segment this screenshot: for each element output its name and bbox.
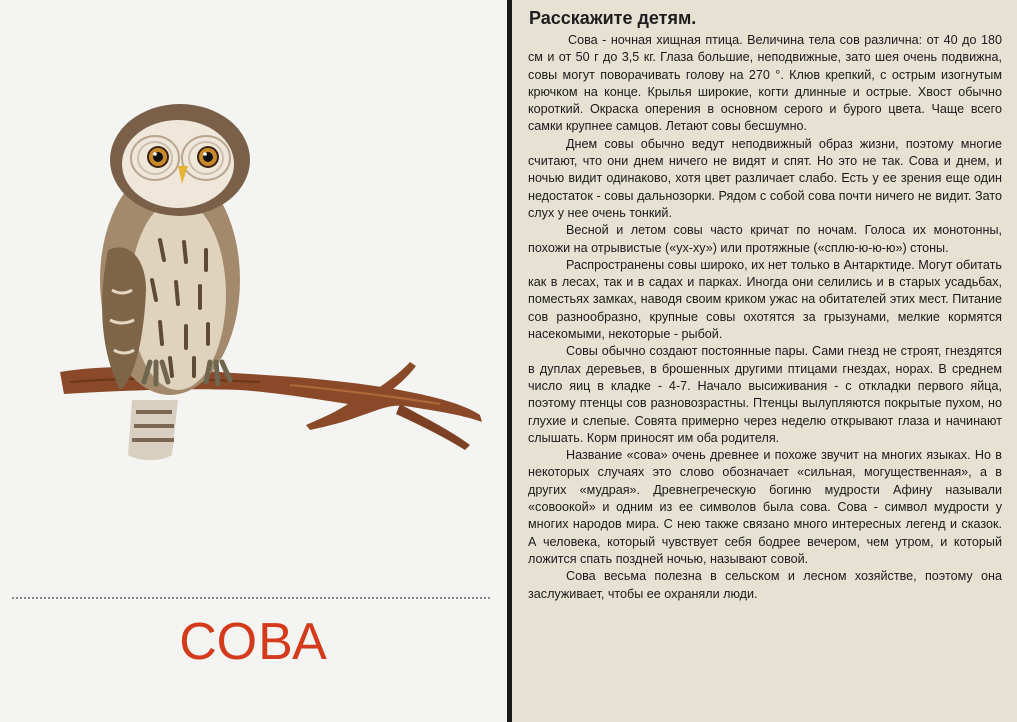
dotted-divider [12,597,490,599]
paragraph: Весной и летом совы часто кричат по ночам. Голоса их монотонны, похожи на отрывистые («ух-ху») или протяжные («сплю-ю-ю-ю») стоны. [528,223,1002,255]
paragraph: Сова весьма полезна в сельском и лесном хозяйстве, поэтому она заслуживает, чтобы ее охраняли люди. [528,569,1002,601]
story-heading: Расскажите детям. [529,8,697,28]
owl-illustration [60,100,500,480]
card-title: СОВА [179,613,328,671]
owl-on-branch-icon [60,100,500,480]
right-card [512,0,1017,722]
paragraph: Распространены совы широко, их нет только в Антарктиде. Могут обитать как в лесах, так и в садах и парках. Иногда они селились и в старых усадьбах, поместьях замках, наводя своим криком ужас на обитателей этих мест. Питание сов разнообразно, крупные совы охотятся за грызунами, мелкие кормятся насекомыми, некоторые - рыбой. [528,257,1002,342]
paragraph: Совы обычно создают постоянные пары. Сами гнезд не строят, гнездятся в дуплах деревьев, в брошенных другими птицами гнездах, норах. В среднем число яиц в кладке - 4-7. Начало высиживания - с откладки первого яйца, поэтому птенцы сов разновозрастны. Птенцы вылупляются покрытые пухом, но глухие и слепые. Совята примерно через неделю открывают глаза и начинают слышать. Корм приносят им оба родителя. [528,344,1002,445]
paragraph: Название «сова» очень древнее и похоже звучит на многих языках. Но в некоторых случаях это слово обозначает «сильная, могущественная», а в других «мудрая». Древнегреческую богиню мудрости Афину называли «совоокой» и одним из ее символов была сова. Сова - символ мудрости у многих народов мира. С нею также связано много интересных легенд и сказок. А человека, который чувствует себя бодрее вечером, чем утром, и который ложится спать поздней ночью, называют совой. [528,448,1002,566]
left-card [0,0,507,722]
paragraph: Днем совы обычно ведут неподвижный образ жизни, поэтому многие считают, что они днем ничего не видят и спят. Но это не так. Сова и днем, и ночью видит одинаково, хотя цвет различает слабо. Есть у ее зрения еще один недостаток - совы дальнозорки. Рядом с собой сова почти ничего не видит. Зато слух у нее очень тонкий. [528,136,1002,220]
paragraph: Сова - ночная хищная птица. Величина тела сов различна: от 40 до 180 см и от 50 г до 3,5 кг. Глаза большие, неподвижные, зато шея очень подвижна, совы могут поворачивать голову на 270 °. Клюв крепкий, с острым изогнутым крючком на конце. Крылья широкие, когти длинные и острые. Хвост обычно короткий. Окраска оперения в основном серого и бурого цвета. Чаще всего самки крупнее самцов. Летают совы бесшумно. [528,33,1002,134]
story-text [528,32,1002,603]
